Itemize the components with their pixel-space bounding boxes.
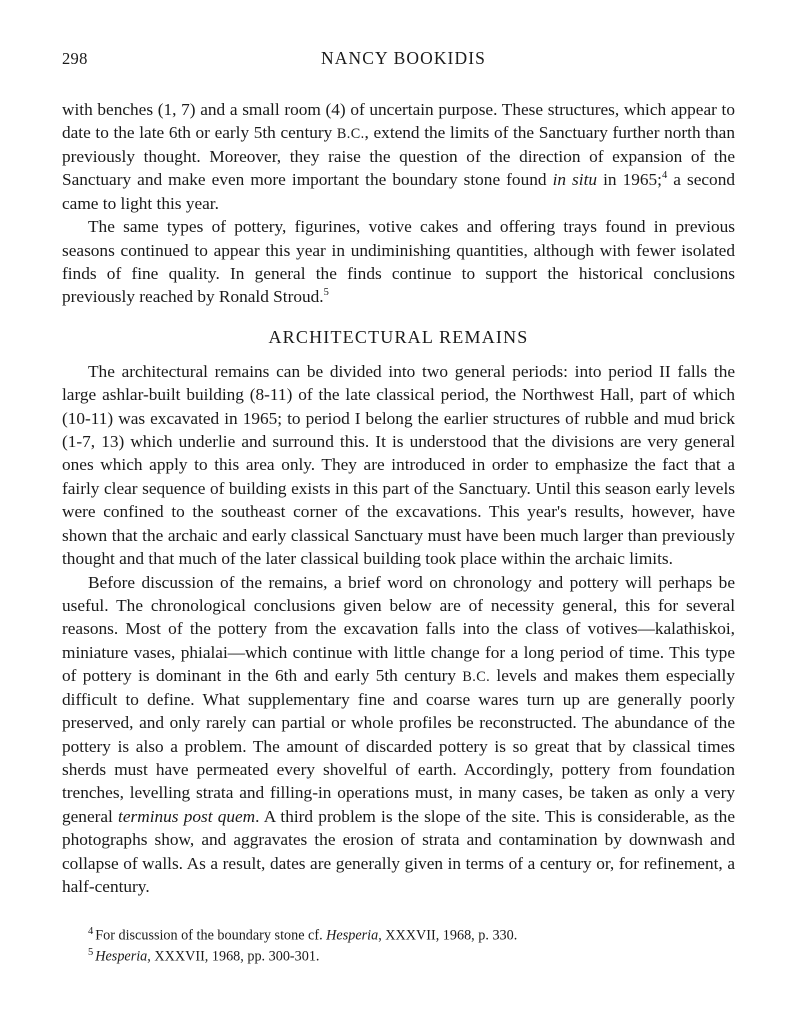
paragraph-group-before — [62, 98, 735, 309]
paragraph — [62, 571, 735, 899]
text-run: in 1965; — [597, 170, 662, 190]
text-run: , XXXVII, 1968, p. 330. — [378, 927, 518, 944]
footnote-number: 4 — [88, 925, 94, 937]
italic-text: Hesperia — [95, 948, 148, 965]
text-run: a second came to light this year. — [62, 170, 735, 213]
footnote — [88, 925, 735, 946]
paragraph — [62, 98, 735, 215]
small-caps-text: B.C. — [336, 126, 365, 143]
body-text — [62, 98, 735, 899]
text-run: with benches (1, 7) and a small room (4) of uncertain purpose. These structures, which appear to date to the late 6th or early 5th century — [62, 100, 735, 143]
text-run: levels and makes them especially difficult to define. What supplementary fine and coarse wares turn up are generally poorly preserved, and only rarely can partial or whole profiles be reconstructed. The abundance of the pottery is also a problem. The amount of discarded pottery is so great that by classical times sherds must have permeated every shovelful of earth. Accordingly, pottery from foundation trenches, levelling strata and filling-in operations must, in many cases, be taken as only a very general — [62, 666, 736, 826]
paragraph — [62, 360, 735, 571]
small-caps-text: B.C. — [462, 669, 491, 686]
text-run: The architectural remains can be divided into two general periods: into period II falls the large ashlar-built building (8-11) of the late classical period, the Northwest Hall, part of which (10-11) was excavated in 1965; to period I belong the earlier structures of rubble and mud brick (1-7, 13) which underlie and surround this. It is understood that the divisions are very general ones which apply to this area only. They are introduced in order to emphasize the fact that a fairly clear sequence of building exists in this part of the Sanctuary. Until this season early levels were confined to the southeast corner of the excavations. This year's results, however, have shown that the archaic and early classical Sanctuary must have been much larger than previously thought and that much of the later classical building took place within the archaic limits. — [62, 361, 735, 569]
text-run: , XXXVII, 1968, pp. 300-301. — [147, 948, 320, 965]
section-heading: ARCHITECTURAL REMAINS — [268, 326, 529, 347]
running-head — [62, 48, 735, 70]
italic-text: in situ — [552, 170, 598, 190]
text-run: Before discussion of the remains, a brief word on chronology and pottery will perhaps be useful. The chronological conclusions given below are of necessity general, this for several reasons. Most of the pottery from the excavation falls into the class of votives—kalathiskoi, miniature vases, phialai—which continue with little change for a long period of time. This type of pottery is dominant in the 6th and early 5th century — [62, 572, 735, 686]
footnote — [88, 946, 735, 967]
running-head-title: NANCY BOOKIDIS — [321, 48, 486, 68]
footnote-number: 5 — [88, 946, 94, 958]
text-run: , extend the limits of the Sanctuary further north than previously thought. Moreover, they raise the question of the direction of expansion of the Sanctuary and make even more important the boundary stone found — [62, 123, 735, 190]
footnotes — [62, 925, 735, 968]
page-number: 298 — [62, 49, 88, 68]
footnote-marker: 4 — [661, 170, 668, 182]
italic-text: Hesperia — [326, 927, 379, 944]
paragraph — [62, 215, 735, 309]
text-run: . A third problem is the slope of the site. This is considerable, as the photographs show, and aggravates the erosion of strata and contamination by downwash and collapse of walls. As a result, dates are generally given in terms of a century or, for refinement, a half-century. — [62, 806, 735, 897]
italic-text: terminus post quem — [118, 806, 256, 826]
text-run: The same types of pottery, figurines, votive cakes and offering trays found in previous seasons continued to appear this year in undiminishing quantities, although with fewer isolated finds of fine quality. In general the finds continue to support the historical conclusions previously reached by Ronald Stroud. — [62, 217, 735, 307]
paragraph-group-after — [62, 360, 735, 899]
footnote-marker: 5 — [323, 287, 329, 299]
text-run: For discussion of the boundary stone cf. — [95, 927, 327, 944]
